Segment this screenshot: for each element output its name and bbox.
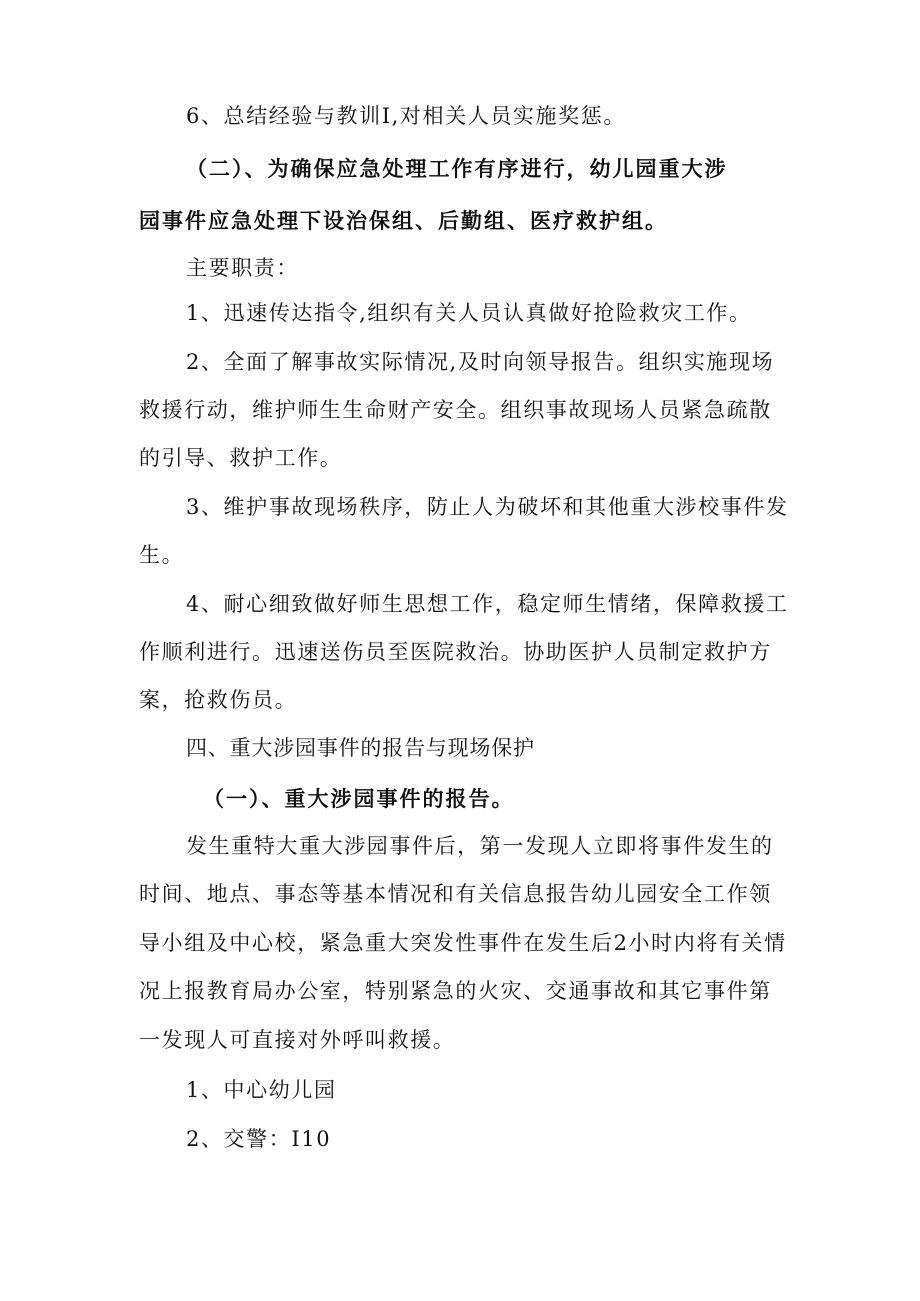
text-line: 况上报教育局办公室，特别紧急的火灾、交通事故和其它事件第	[139, 979, 772, 1003]
text-line: 1、中心幼儿园	[186, 1078, 337, 1102]
text-line: 作顺利进行。迅速送伤员至医院救治。协助医护人员制定救护方	[139, 640, 772, 664]
text-line: 发生重特大重大涉园事件后，第一发现人立即将事件发生的	[186, 834, 774, 858]
text-line: 的引导、救护工作。	[139, 446, 343, 470]
text-line: 2、交警：I10	[186, 1127, 332, 1151]
text-line: 3、维护事故现场秩序，防止人为破坏和其他重大涉校事件发	[186, 495, 789, 519]
text-line: 案，抢救伤员。	[139, 688, 298, 712]
text-line: 救援行动，维护师生生命财产安全。组织事故现场人员紧急疏散	[139, 398, 772, 422]
subsection-heading: （一）、重大涉园事件的报告。	[203, 786, 515, 811]
text-line: 生。	[139, 543, 185, 567]
text-line: 主要职责：	[186, 256, 299, 280]
text-line: 4、耐心细致做好师生思想工作，稳定师生情绪，保障救援工	[186, 592, 789, 616]
chapter-heading: 四、重大涉园事件的报告与现场保护	[186, 736, 535, 760]
text-line: 1、迅速传达指令,组织有关人员认真做好抢险救灾工作。	[186, 301, 752, 325]
text-line: 2、全面了解事故实际情况,及时向领导报告。组织实施现场	[186, 350, 775, 374]
text-line: 一发现人可直接对外呼叫救援。	[139, 1028, 456, 1052]
text-line: 时间、地点、事态等基本情况和有关信息报告幼儿园安全工作领	[139, 882, 772, 906]
text-line: 导小组及中心校，紧急重大突发性事件在发生后2小时内将有关情	[139, 931, 787, 955]
section-heading: （二）、为确保应急处理工作有序进行，幼儿园重大涉	[186, 156, 728, 181]
section-heading-continued: 园事件应急处理下设治保组、后勤组、医疗救护组。	[139, 208, 668, 233]
text-line: 6、总结经验与教训I,对相关人员实施奖惩。	[186, 104, 626, 128]
